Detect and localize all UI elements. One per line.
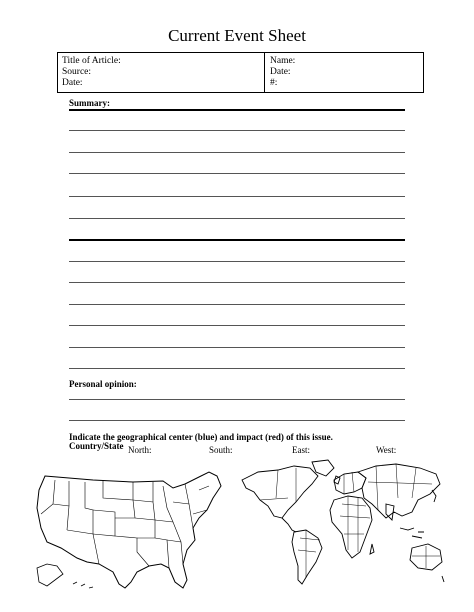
summary-top-rule	[69, 109, 405, 111]
source-label: Source:	[62, 67, 92, 77]
world-outline-map-icon	[236, 458, 448, 592]
us-outline-map-icon	[33, 468, 233, 594]
title-of-article-label: Title of Article:	[62, 56, 121, 66]
header-divider	[264, 53, 265, 92]
summary-mid-rule	[69, 239, 405, 241]
student-date-label: Date:	[270, 67, 291, 77]
header-box	[57, 52, 424, 93]
writing-line	[69, 152, 405, 153]
article-date-label: Date:	[62, 78, 83, 88]
north-label: North:	[128, 445, 152, 455]
country-state-label: Country/State	[69, 441, 124, 451]
west-label: West:	[376, 445, 397, 455]
writing-line	[69, 282, 405, 283]
country-state-row	[69, 441, 124, 451]
writing-line	[69, 347, 405, 348]
page-title: Current Event Sheet	[168, 26, 306, 45]
writing-line	[69, 130, 405, 131]
writing-line	[69, 218, 405, 219]
writing-line	[69, 261, 405, 262]
opinion-writing-line	[69, 399, 405, 400]
writing-line	[69, 196, 405, 197]
writing-line	[69, 368, 405, 369]
east-label: East:	[292, 445, 310, 455]
summary-label: Summary:	[69, 98, 110, 108]
number-label: #:	[270, 78, 278, 88]
writing-line	[69, 304, 405, 305]
geo-instruction: Indicate the geographical center (blue) and impact (red) of this issue.	[69, 432, 333, 442]
opinion-writing-line	[69, 420, 405, 421]
south-label: South:	[209, 445, 233, 455]
writing-line	[69, 325, 405, 326]
writing-line	[69, 173, 405, 174]
name-label: Name:	[270, 56, 296, 66]
personal-opinion-label: Personal opinion:	[69, 379, 137, 389]
